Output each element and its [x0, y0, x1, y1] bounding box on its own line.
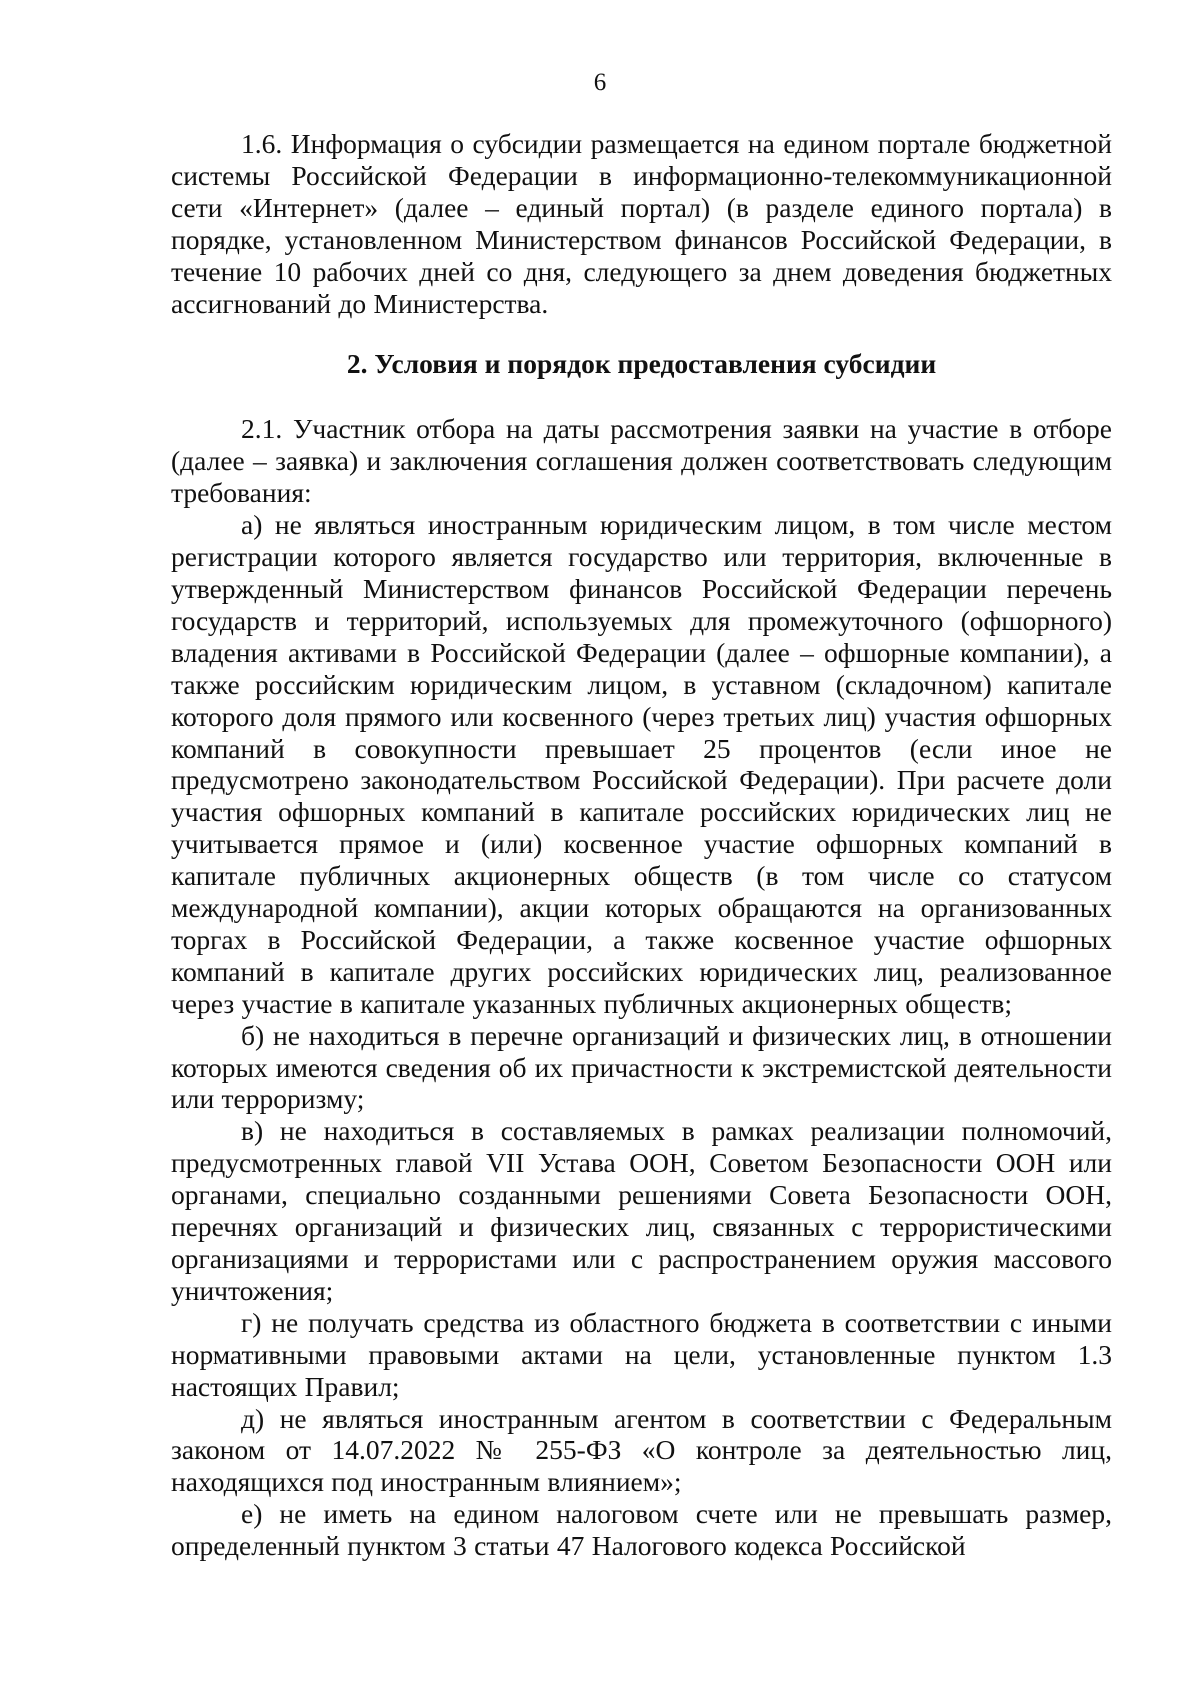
paragraph-1-6: 1.6. Информация о субсидии размещается на едином портале бюджетной системы Российской Федерации в информационно-телекоммуникационной сети «Интернет» (далее – единый портал) (в разделе единого портала) в порядке, установленном Министерством финансов Российской Федерации, в течение 10 рабочих дней со дня, следующего за днем доведения бюджетных ассигнований до Министерства. — [171, 128, 1112, 319]
paragraph-item-b: б) не находиться в перечне организаций и физических лиц, в отношении которых имеются сведения об их причастности к экстремистской деятельности или терроризму; — [171, 1019, 1112, 1115]
page-number: 6 — [593, 69, 607, 96]
paragraph-item-a: а) не являться иностранным юридическим лицом, в том числе местом регистрации которого является государство или территория, включенные в утвержденный Министерством финансов Российской Федерации перечень государств и территорий, используемых для промежуточного (офшорного) владения активами в Российской Федерации (далее – офшорные компании), а также российским юридическим лицом, в уставном (складочном) капитале которого доля прямого или косвенного (через третьих лиц) участия офшорных компаний в совокупности превышает 25 процентов (если иное не предусмотрено законодательством Российской Федерации). При расчете доли участия офшорных компаний в капитале российских юридических лиц не учитывается прямое и (или) косвенное участие офшорных компаний в капитале публичных акционерных обществ (в том числе со статусом международной компании), акции которых обращаются на организованных торгах в Российской Федерации, а также косвенное участие офшорных компаний в капитале других российских юридических лиц, реализованное через участие в капитале указанных публичных акционерных обществ; — [171, 509, 1112, 1019]
paragraph-item-d: д) не являться иностранным агентом в соответствии с Федеральным законом от 14.07.2022 № 255-ФЗ «О контроле за деятельностью лиц, находящихся под иностранным влиянием»; — [171, 1402, 1112, 1498]
paragraph-item-e: е) не иметь на едином налоговом счете или не превышать размер, определенный пунктом 3 статьи 47 Налогового кодекса Российской — [171, 1498, 1112, 1562]
document-body — [171, 128, 1112, 1562]
paragraph-item-v: в) не находиться в составляемых в рамках реализации полномочий, предусмотренных главой VII Устава ООН, Советом Безопасности ООН или органами, специально созданными решениями Совета Безопасности ООН, перечнях организаций и физических лиц, связанных с террористическими организациями и террористами или с распространением оружия массового уничтожения; — [171, 1115, 1112, 1306]
section-heading: 2. Условия и порядок предоставления субсидии — [346, 348, 937, 380]
paragraph-2-1: 2.1. Участник отбора на даты рассмотрения заявки на участие в отборе (далее – заявка) и заключения соглашения должен соответствовать следующим требования: — [171, 413, 1112, 509]
paragraph-item-g: г) не получать средства из областного бюджета в соответствии с иными нормативными правовыми актами на цели, установленные пунктом 1.3 настоящих Правил; — [171, 1306, 1112, 1402]
